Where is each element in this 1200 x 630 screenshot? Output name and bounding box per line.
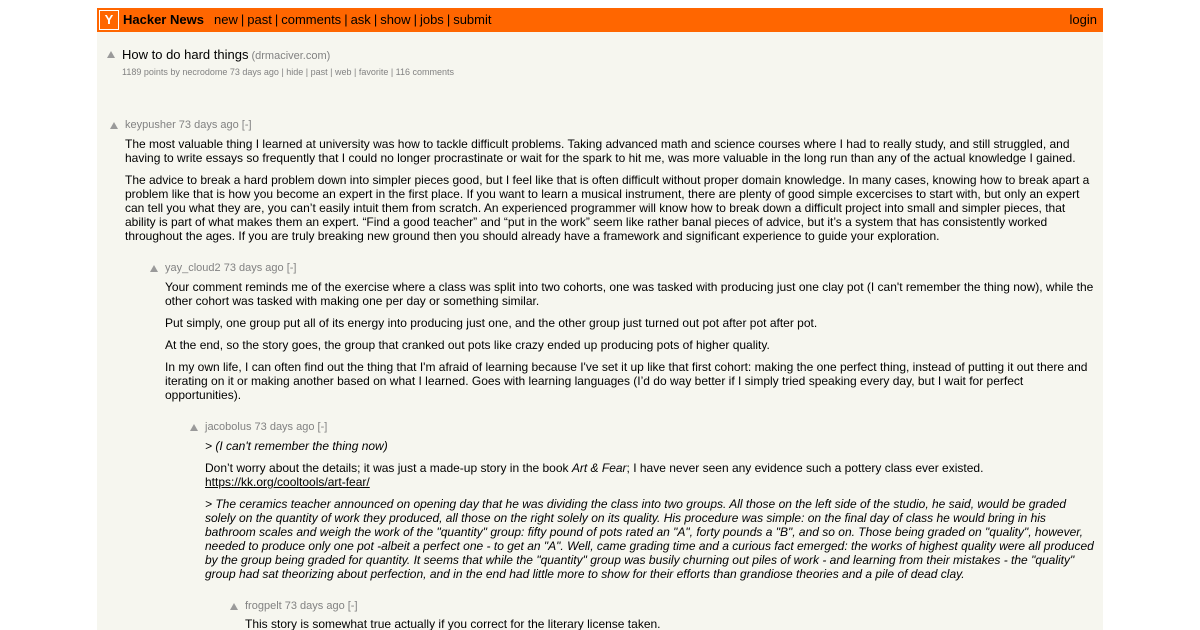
nav-links: new | past | comments | ask | show | jobs | submit [214, 12, 492, 27]
comment-upvote-icon[interactable] [110, 122, 118, 129]
comment-paragraph: Your comment reminds me of the exercise where a class was split into two cohorts, one was tasked with producing just one clay pot (I can't remember the thing now), while the other cohort was tasked with making one per day or something similar. [165, 280, 1094, 308]
comment-body [205, 439, 1097, 581]
comment-paragraph [205, 461, 1097, 489]
comment-text: ; I have never seen any evidence such a pottery class ever existed. [626, 461, 984, 475]
comment-paragraph: At the end, so the story goes, the group that cranked out pots like crazy ended up producing pots of higher quality. [165, 338, 770, 352]
nav-show[interactable]: show [380, 12, 411, 27]
comment-upvote-icon[interactable] [230, 603, 238, 610]
comment-quote: > The ceramics teacher announced on opening day that he was dividing the class into two groups. All those on the left side of the studio, he said, would be graded solely on the quantity of work they produced, all those on the right solely on its quality. His procedure was simple: on the final day of class he would bring in his bathroom scales and weigh the work of the "quantity" group: fifty pound of pots rated an "A", forty pounds a "B", and so on. Those being graded on "quality", however, needed to produce only one pot -albeit a perfect one - to get an "A". Well, came grading time and a curious fact emerged: the works of highest quality were all produced by the group being graded for quantity. It seems that while the "quantity" group was busily churning out piles of work - and learning from their mistakes - the "quality" group had sat theorizing about perfection, and in the end had little more to show for their efforts than grandiose theories and a pile of dead clay. [205, 497, 1094, 581]
story-subtext: 1189 points by necrodome 73 days ago | hide | past | web | favorite | 116 comments [122, 67, 455, 77]
comment-upvote-icon[interactable] [150, 265, 158, 272]
nav-submit[interactable]: submit [453, 12, 492, 27]
story-site-link[interactable]: (drmaciver.com) [251, 50, 331, 62]
top-bar [97, 8, 1103, 32]
comment-text: Don’t worry about the details; it was just a made-up story in the book [205, 461, 572, 475]
comment-paragraph: The most valuable thing I learned at university was how to tackle difficult problems. Taking advanced math and science courses where I had to really study, and still struggled, and having to write essays so frequently that I could no longer procrastinate or wait for the spark to hit me, was more valuable in the long run than any of the actual knowledge I gained. [125, 137, 1076, 165]
book-title: Art & Fear [571, 461, 627, 475]
story-title-row [122, 47, 330, 64]
comment-head: frogpelt 73 days ago [-] [245, 600, 358, 612]
nav-comments[interactable]: comments [281, 12, 342, 27]
nav-new[interactable]: new [214, 12, 238, 27]
nav-past[interactable]: past [247, 12, 272, 27]
comment-head: jacobolus 73 days ago [-] [205, 421, 328, 433]
comment-body [245, 617, 1097, 630]
comment-paragraph: Put simply, one group put all of its energy into producing just one, and the other group just turned out pot after pot after pot. [165, 316, 818, 330]
login-link[interactable]: login [1069, 12, 1097, 27]
comment-quote: > (I can't remember the thing now) [205, 439, 388, 453]
comment-link[interactable]: https://kk.org/cooltools/art-fear/ [205, 475, 370, 489]
page-container [97, 8, 1103, 630]
y-logo-icon[interactable]: Y [99, 10, 119, 30]
comment-head: yay_cloud2 73 days ago [-] [165, 262, 297, 274]
story-upvote-icon[interactable] [107, 51, 115, 58]
story-title-link[interactable]: How to do hard things [122, 47, 249, 62]
comment-head: keypusher 73 days ago [-] [125, 119, 252, 131]
comment-paragraph: The advice to break a hard problem down into simpler pieces good, but I feel like that is often difficult without proper domain knowledge. In many cases, knowing how to break apart a problem like that is how you become an expert in the first place. If you want to learn a musical instrument, there are plenty of good simple excercises to start with, but only an expert can tell you what they are, you can’t easily intuit them from scratch. An experienced programmer will know how to break down a difficult project into small and simpler pieces, that ability is part of what makes them an expert. “Find a good teacher” and “put in the work” seem like rather banal pieces of advice, but it’s a system that has consistently worked throughout the ages. If you are truly breaking new ground then you should already have a framework and significant experience to guide your exploration. [125, 173, 1090, 243]
comment-paragraph: In my own life, I can often find out the thing that I'm afraid of learning because I've set it up like that first cohort: making the one perfect thing, instead of putting it out there and iterating on it or making another based on what I learned. Goes with learning languages (I’d do way better if I simply tried speaking every day, but I wait for perfect opportunities). [165, 360, 1088, 402]
nav-jobs[interactable]: jobs [419, 12, 444, 27]
comment-body [165, 280, 1097, 402]
site-title-link[interactable]: Hacker News [123, 12, 204, 27]
comment-paragraph: This story is somewhat true actually if you correct for the literary license taken. [245, 617, 661, 630]
nav-ask[interactable]: ask [350, 12, 371, 27]
comment-upvote-icon[interactable] [190, 424, 198, 431]
comment-body [125, 137, 1095, 243]
